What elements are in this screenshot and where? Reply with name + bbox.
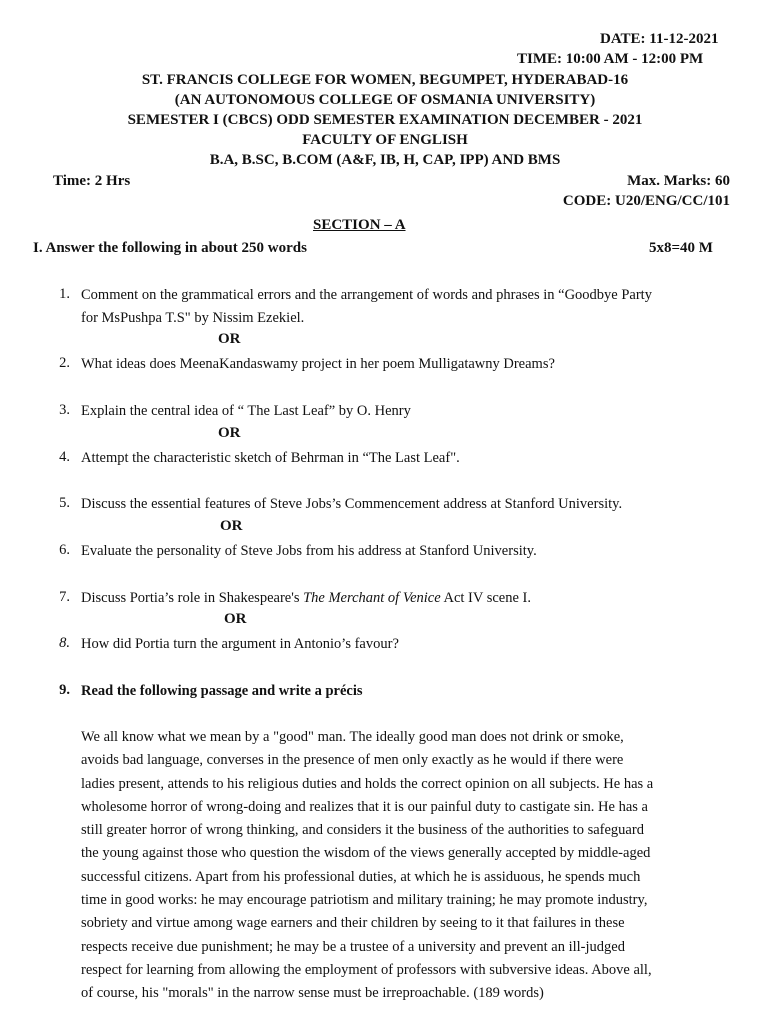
question-8: How did Portia turn the argument in Antonio’s favour? [81,636,399,652]
question-number: 4. [59,449,70,465]
paper-code: CODE: U20/ENG/CC/101 [562,193,730,209]
passage-line: avoids bad language, converses in the presence of men only exactly as he would if there were [81,752,624,769]
passage-line: still greater horror of wrong thinking, and considers it the business of the authorities to safeguard [81,822,644,839]
question-3: Explain the central idea of “ The Last Leaf” by O. Henry [81,403,411,419]
passage-line: respect for learning from allowing the employment of professors with subversive ideas. Above all, [81,961,652,978]
question-number: 3. [59,402,70,418]
college-affiliation: (AN AUTONOMOUS COLLEGE OF OSMANIA UNIVERSITY) [174,92,596,108]
exam-duration: Time: 2 Hrs [53,173,131,189]
question-number: 1. [59,286,70,302]
question-number: 6. [59,542,70,558]
exam-time: TIME: 10:00 AM - 12:00 PM [517,51,704,67]
question-number: 2. [59,355,70,371]
or-label: OR [224,611,247,627]
exam-date: DATE: 11-12-2021 [600,31,719,47]
section-marks: 5x8=40 M [649,240,713,256]
passage-line: We all know what we mean by a "good" man. The ideally good man does not drink or smoke, [81,729,624,745]
section-instruction: I. Answer the following in about 250 words [33,240,307,256]
section-title: SECTION – A [313,217,406,233]
question-number: 8. [59,635,70,651]
or-label: OR [220,518,243,534]
passage-line: ladies present, attends to his religious duties and holds the correct opinion on all subjects. He has a [81,775,654,792]
college-name: ST. FRANCIS COLLEGE FOR WOMEN, BEGUMPET, HYDERABAD-16 [141,72,629,88]
question-4: Attempt the characteristic sketch of Behrman in “The Last Leaf". [81,450,460,466]
passage-line: the young against those who question the wisdom of the views generally accepted by middle-aged [81,845,651,862]
question-6: Evaluate the personality of Steve Jobs from his address at Stanford University. [81,543,537,559]
passage-line: successful citizens. Apart from his professional duties, at which he is assiduous, he spends much [81,868,641,885]
precis-passage [81,726,741,1006]
passage-line: time in good works: he may encourage patriotism and military training; he may promote industry, [81,892,648,909]
or-label: OR [218,425,241,441]
question-1: Comment on the grammatical errors and the arrangement of words and phrases in “Goodbye Party for MsPushpa T.S" by Nissim Ezekiel. [81,287,652,327]
question-7: Discuss Portia’s role in Shakespeare's The Merchant of Venice Act IV scene I. [81,590,531,606]
question-5: Discuss the essential features of Steve Jobs’s Commencement address at Stanford University. [81,496,623,512]
faculty-name: FACULTY OF ENGLISH [302,132,468,148]
passage-line: of course, his "morals" in the narrow sense must be irreproachable. (189 words) [81,985,544,1002]
exam-title: SEMESTER I (CBCS) ODD SEMESTER EXAMINATION DECEMBER - 2021 [127,112,643,128]
max-marks: Max. Marks: 60 [627,173,730,189]
question-number: 5. [59,495,70,511]
passage-line: sobriety and virtue among wage earners and their children by seeing to it that failures in these [81,915,625,932]
question-9: Read the following passage and write a précis [81,683,363,699]
passage-line: respects receive due punishment; he may be a trustee of a university and prevent an ill-judged [81,938,625,955]
courses-list: B.A, B.SC, B.COM (A&F, IB, H, CAP, IPP) AND BMS [209,152,561,168]
question-number: 9. [59,682,70,698]
passage-line: wholesome horror of wrong-doing and realizes that it is our painful duty to castigate sin. He has a [81,798,648,815]
question-2: What ideas does MeenaKandaswamy project in her poem Mulligatawny Dreams? [81,356,555,372]
or-label: OR [218,331,241,347]
question-number: 7. [59,589,70,605]
